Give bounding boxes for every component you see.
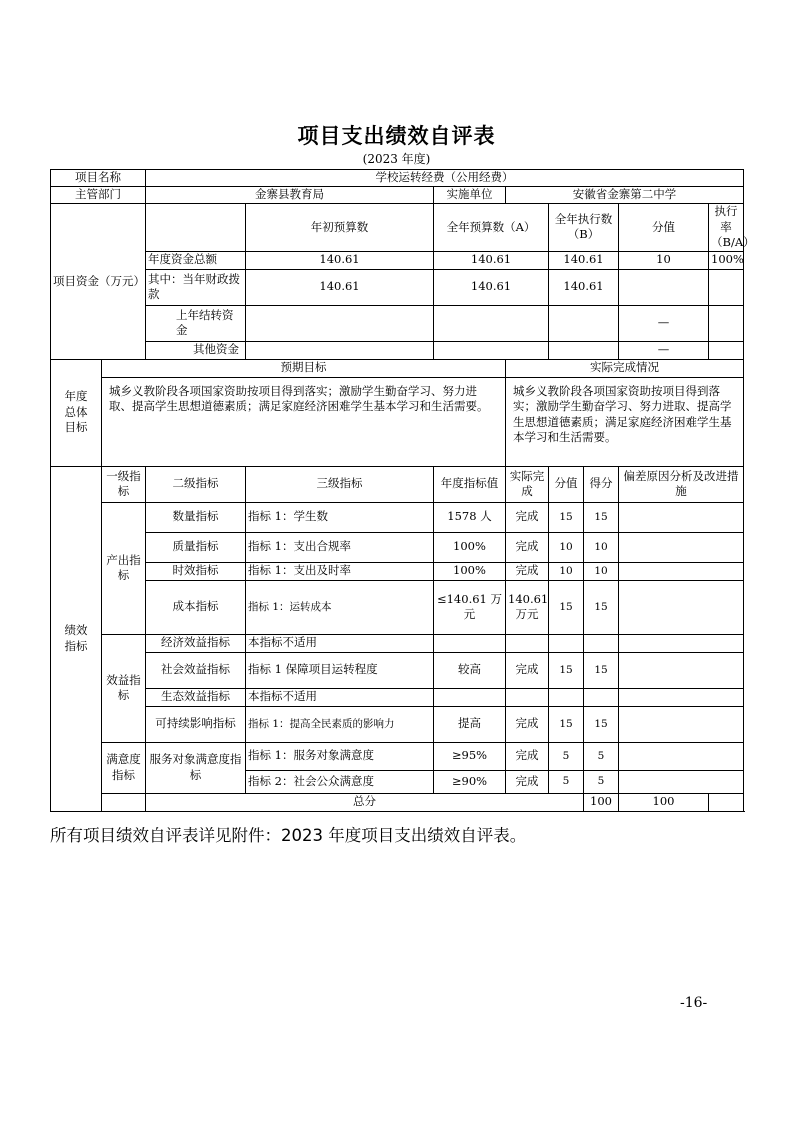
level3-cell: 本指标不适用 <box>246 688 434 706</box>
level3-cell: 本指标不适用 <box>246 634 434 652</box>
funds-row-initial <box>246 305 434 341</box>
score-cell: 15 <box>584 502 619 532</box>
funds-row-executed: 140.61 <box>549 269 619 305</box>
level2-cell: 数量指标 <box>146 502 246 532</box>
indicators-section-label: 绩效指标 <box>51 466 102 811</box>
goals-actual-header: 实际完成情况 <box>506 359 744 377</box>
score-value-cell: 15 <box>549 706 584 742</box>
funds-row-annual <box>434 341 549 359</box>
funds-row-annual <box>434 305 549 341</box>
total-score-value: 100 <box>584 793 619 811</box>
actual-cell: 完成 <box>506 770 549 793</box>
funds-row-label: 年度资金总额 <box>146 251 246 269</box>
level2-cell: 成本指标 <box>146 580 246 634</box>
goals-actual-text: 城乡义教阶段各项国家资助按项目得到落实；激励学生勤奋学习、努力进取、提高学生思想道德素质；满足家庭经济困难学生基本学习和生活需要。 <box>506 377 744 466</box>
indicators-header-score-value: 分值 <box>549 466 584 502</box>
deviation-cell <box>619 652 744 688</box>
level2-cell: 服务对象满意度指标 <box>146 742 246 793</box>
funds-header-initial: 年初预算数 <box>246 204 434 252</box>
target-cell: 1578 人 <box>434 502 506 532</box>
actual-cell: 完成 <box>506 742 549 770</box>
funds-row-score-value <box>619 269 709 305</box>
score-cell: 10 <box>584 562 619 580</box>
funds-row-annual: 140.61 <box>434 251 549 269</box>
level2-cell: 可持续影响指标 <box>146 706 246 742</box>
funds-row-score-value: — <box>619 305 709 341</box>
funds-row-initial <box>246 341 434 359</box>
target-cell: ≥95% <box>434 742 506 770</box>
actual-cell: 完成 <box>506 706 549 742</box>
actual-cell: 完成 <box>506 562 549 580</box>
target-cell <box>434 688 506 706</box>
funds-header-score-value: 分值 <box>619 204 709 252</box>
score-value-cell: 15 <box>549 580 584 634</box>
target-cell: ≤140.61 万元 <box>434 580 506 634</box>
total-label: 总分 <box>146 793 584 811</box>
score-value-cell: 5 <box>549 770 584 793</box>
deviation-cell <box>619 688 744 706</box>
impl-unit-value: 安徽省金寨第二中学 <box>506 187 744 204</box>
dept-label: 主管部门 <box>51 187 146 204</box>
deviation-cell <box>619 770 744 793</box>
score-cell: 5 <box>584 770 619 793</box>
funds-row-rate <box>709 341 744 359</box>
funds-row-rate: 100% <box>709 251 744 269</box>
score-cell: 15 <box>584 706 619 742</box>
funds-row-executed <box>549 341 619 359</box>
deviation-cell <box>619 580 744 634</box>
funds-header-executed: 全年执行数（B） <box>549 204 619 252</box>
satisfaction-indicators-label: 满意度指标 <box>102 742 146 793</box>
impl-unit-label: 实施单位 <box>434 187 506 204</box>
level2-cell: 生态效益指标 <box>146 688 246 706</box>
score-cell: 15 <box>584 652 619 688</box>
level3-cell: 指标 1：服务对象满意度 <box>246 742 434 770</box>
deviation-cell <box>619 502 744 532</box>
funds-row-label: 其他资金 <box>146 341 246 359</box>
funds-row-rate <box>709 269 744 305</box>
actual-cell <box>506 688 549 706</box>
goals-expected-header: 预期目标 <box>102 359 506 377</box>
benefit-indicators-label: 效益指标 <box>102 634 146 742</box>
score-cell <box>584 634 619 652</box>
funds-header-blank <box>146 204 246 252</box>
score-value-cell <box>549 634 584 652</box>
level2-cell: 时效指标 <box>146 562 246 580</box>
score-cell: 15 <box>584 580 619 634</box>
level3-cell: 指标 1：提高全民素质的影响力 <box>246 706 434 742</box>
funds-header-annual: 全年预算数（A） <box>434 204 549 252</box>
level3-cell: 指标 1：支出合规率 <box>246 532 434 562</box>
performance-table <box>50 169 755 812</box>
score-cell <box>584 688 619 706</box>
goals-section-label: 年度总体目标 <box>51 359 102 466</box>
level2-cell: 质量指标 <box>146 532 246 562</box>
page-number: -16- <box>680 995 708 1011</box>
target-cell: 100% <box>434 532 506 562</box>
footnote: 所有项目绩效自评表详见附件：2023 年度项目支出绩效自评表。 <box>50 826 527 845</box>
indicators-header-target: 年度指标值 <box>434 466 506 502</box>
score-cell: 5 <box>584 742 619 770</box>
actual-cell: 完成 <box>506 532 549 562</box>
project-name-value: 学校运转经费（公用经费） <box>146 170 744 187</box>
indicators-header-score: 得分 <box>584 466 619 502</box>
score-value-cell <box>549 688 584 706</box>
score-cell: 10 <box>584 532 619 562</box>
funds-section-label: 项目资金（万元） <box>51 204 146 360</box>
funds-row-rate <box>709 305 744 341</box>
funds-row-label: 其中：当年财政拨款 <box>146 269 246 305</box>
funds-row-label: 上年结转资金 <box>146 305 246 341</box>
score-value-cell: 5 <box>549 742 584 770</box>
target-cell: 较高 <box>434 652 506 688</box>
level2-cell: 社会效益指标 <box>146 652 246 688</box>
level3-cell: 指标 1：运转成本 <box>246 580 434 634</box>
deviation-cell <box>619 742 744 770</box>
target-cell: 提高 <box>434 706 506 742</box>
level3-cell: 指标 1：学生数 <box>246 502 434 532</box>
score-value-cell: 15 <box>549 502 584 532</box>
funds-row-executed: 140.61 <box>549 251 619 269</box>
indicators-header-level3: 三级指标 <box>246 466 434 502</box>
level3-cell: 指标 2：社会公众满意度 <box>246 770 434 793</box>
funds-row-initial: 140.61 <box>246 269 434 305</box>
total-deviation-cell <box>709 793 744 811</box>
funds-header-rate: 执行率（B/A） <box>709 204 744 252</box>
actual-cell: 完成 <box>506 502 549 532</box>
score-value-cell: 10 <box>549 532 584 562</box>
funds-row-score-value: 10 <box>619 251 709 269</box>
actual-cell: 完成 <box>506 652 549 688</box>
project-name-label: 项目名称 <box>51 170 146 187</box>
level3-cell: 指标 1：支出及时率 <box>246 562 434 580</box>
indicators-header-deviation: 偏差原因分析及改进措施 <box>619 466 744 502</box>
indicators-header-actual: 实际完成 <box>506 466 549 502</box>
dept-value: 金寨县教育局 <box>146 187 434 204</box>
score-value-cell: 15 <box>549 652 584 688</box>
deviation-cell <box>619 532 744 562</box>
target-cell <box>434 634 506 652</box>
funds-row-initial: 140.61 <box>246 251 434 269</box>
deviation-cell <box>619 634 744 652</box>
target-cell: 100% <box>434 562 506 580</box>
level3-cell: 指标 1 保障项目运转程度 <box>246 652 434 688</box>
goals-expected-text: 城乡义教阶段各项国家资助按项目得到落实；激励学生勤奋学习、努力进取、提高学生思想道德素质；满足家庭经济困难学生基本学习和生活需要。 <box>102 377 506 466</box>
total-score: 100 <box>619 793 709 811</box>
funds-row-annual: 140.61 <box>434 269 549 305</box>
target-cell: ≥90% <box>434 770 506 793</box>
level2-cell: 经济效益指标 <box>146 634 246 652</box>
page-title: 项目支出绩效自评表 <box>297 124 496 148</box>
deviation-cell <box>619 706 744 742</box>
indicators-header-level2: 二级指标 <box>146 466 246 502</box>
indicators-header-level1: 一级指标 <box>102 466 146 502</box>
score-value-cell: 10 <box>549 562 584 580</box>
funds-row-executed <box>549 305 619 341</box>
output-indicators-label: 产出指标 <box>102 502 146 634</box>
actual-cell <box>506 634 549 652</box>
page-subtitle: (2023 年度) <box>362 152 431 166</box>
funds-row-score-value: — <box>619 341 709 359</box>
actual-cell: 140.61 万元 <box>506 580 549 634</box>
total-blank-cell <box>102 793 146 811</box>
deviation-cell <box>619 562 744 580</box>
